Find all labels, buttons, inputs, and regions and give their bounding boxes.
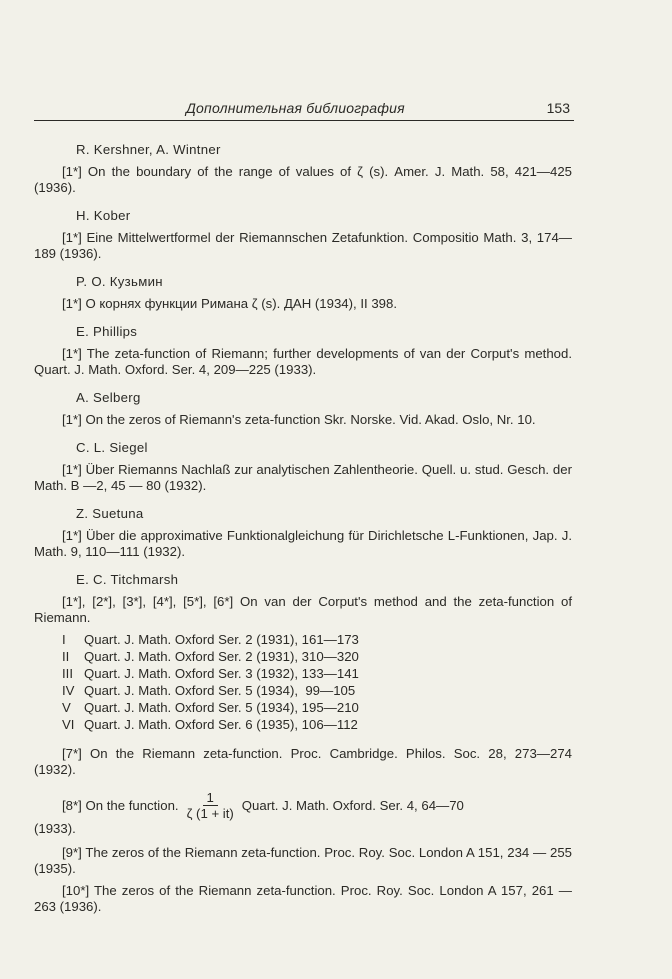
list-text: Quart. J. Math. Oxford Ser. 2 (1931), 310—320 <box>84 649 359 664</box>
reference-continuation: (1933). <box>34 821 76 836</box>
author-name: A. Selberg <box>76 390 141 405</box>
author-name: P. О. Кузьмин <box>76 274 163 289</box>
list-item <box>62 632 572 649</box>
running-header <box>34 100 574 121</box>
reference: [1*] Über die approximative Funktionalgleichung für Dirichletsche L-Funktionen, Jap. J. Math. 9, 110—111 (1932). <box>34 528 572 559</box>
fraction-numerator: 1 <box>203 790 218 806</box>
list-text: Quart. J. Math. Oxford Ser. 5 (1934), 99—105 <box>84 683 356 698</box>
paper-list <box>62 632 572 734</box>
reference: [10*] The zeros of the Riemann zeta-function. Proc. Roy. Soc. London A 157, 261 — 263 (1936). <box>34 883 572 914</box>
page-number: 153 <box>546 100 570 116</box>
reference: [1*], [2*], [3*], [4*], [5*], [6*] On van der Corput's method and the zeta-function of Riemann. <box>34 594 572 625</box>
list-item <box>62 683 572 700</box>
roman-numeral: V <box>62 700 71 715</box>
author-name: Z. Suetuna <box>76 506 144 521</box>
author-name: E. C. Titchmarsh <box>76 572 179 587</box>
reference: [7*] On the Riemann zeta-function. Proc. Cambridge. Philos. Soc. 28, 273—274 (1932). <box>34 746 572 777</box>
reference: [1*] On the zeros of Riemann's zeta-function Skr. Norske. Vid. Akad. Oslo, Nr. 10. <box>62 412 536 427</box>
list-item <box>62 666 572 683</box>
bibliography <box>34 142 572 927</box>
list-item <box>62 700 572 717</box>
header-title: Дополнительная библиография <box>186 100 405 116</box>
roman-numeral: I <box>62 632 66 647</box>
reference: [9*] The zeros of the Riemann zeta-function. Proc. Roy. Soc. London A 151, 234 — 255 (1935). <box>34 845 572 876</box>
reference: [1*] The zeta-function of Riemann; further developments of van der Corput's method. Quart. J. Math. Oxford. Ser. 4, 209—225 (1933). <box>34 346 572 377</box>
reference-suffix: Quart. J. Math. Oxford. Ser. 4, 64—70 <box>241 797 464 813</box>
author-name: H. Kober <box>76 208 131 223</box>
list-item <box>62 649 572 666</box>
reference: [1*] О корнях функции Римана ζ (s). ДАН (1934), II 398. <box>62 296 397 311</box>
list-text: Quart. J. Math. Oxford Ser. 6 (1935), 106—112 <box>84 717 358 732</box>
list-item <box>62 717 572 734</box>
reference-prefix: [8*] On the function. <box>62 797 179 813</box>
list-text: Quart. J. Math. Oxford Ser. 5 (1934), 195—210 <box>84 700 359 715</box>
roman-numeral: III <box>62 666 73 681</box>
author-name: C. L. Siegel <box>76 440 148 455</box>
list-text: Quart. J. Math. Oxford Ser. 3 (1932), 133—141 <box>84 666 359 681</box>
fraction-formula <box>187 790 234 821</box>
list-text: Quart. J. Math. Oxford Ser. 2 (1931), 161—173 <box>84 632 359 647</box>
reference-with-formula <box>34 790 572 821</box>
roman-numeral: II <box>62 649 70 664</box>
reference: [1*] Eine Mittelwertformel der Riemannschen Zetafunktion. Compositio Math. 3, 174—189 (1936). <box>34 230 572 261</box>
reference: [1*] Über Riemanns Nachlaß zur analytischen Zahlentheorie. Quell. u. stud. Gesch. der Math. B —2, 45 — 80 (1932). <box>34 462 572 493</box>
author-name: R. Kershner, A. Wintner <box>76 142 221 157</box>
fraction-denominator: ζ (1 + it) <box>186 806 234 821</box>
roman-numeral: VI <box>62 717 75 732</box>
author-name: E. Phillips <box>76 324 138 339</box>
roman-numeral: IV <box>62 683 75 698</box>
reference: [1*] On the boundary of the range of values of ζ (s). Amer. J. Math. 58, 421—425 (1936). <box>34 164 572 195</box>
